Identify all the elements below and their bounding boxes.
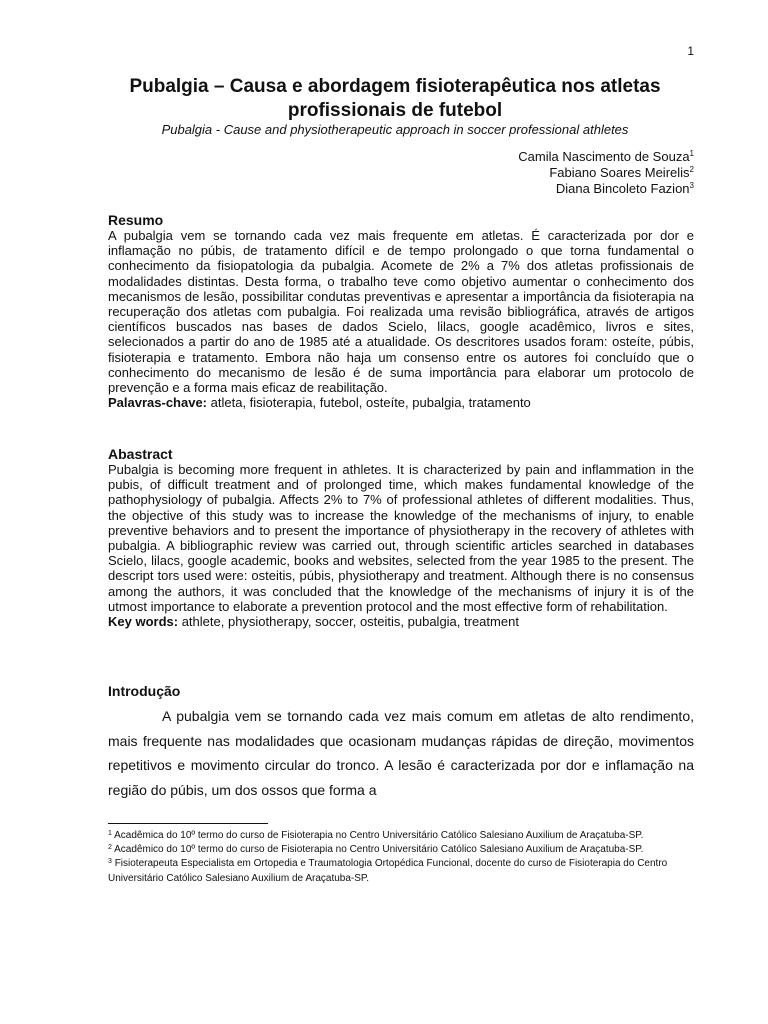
footnote-mark: 3 (108, 858, 112, 866)
abstract-heading: Abastract (108, 446, 173, 462)
author (518, 181, 694, 197)
author (518, 149, 694, 165)
keywords-list: athlete, physiotherapy, soccer, osteitis, pubalgia, treatment (181, 614, 519, 630)
paper-subtitle: Pubalgia - Cause and physiotherapeutic approach in soccer professional athletes (161, 122, 629, 137)
abstract-section (108, 446, 694, 630)
keywords-list: atleta, fisioterapia, futebol, osteíte, pubalgia, tratamento (210, 395, 531, 411)
footnote-mark: 1 (108, 830, 112, 837)
footnotes (108, 829, 678, 886)
author-footnote-mark: 2 (689, 165, 694, 174)
footnote (108, 857, 678, 885)
footnote (108, 843, 678, 857)
footnote-divider (108, 823, 268, 824)
footnote (108, 829, 678, 843)
abstract-keywords (108, 614, 694, 630)
resumo-section (108, 212, 694, 411)
author (518, 165, 694, 181)
resumo-heading: Resumo (108, 212, 164, 228)
resumo-text: A pubalgia vem se tornando cada vez mais frequente em atletas. É caracterizada por dor e inflamação no púbis, de tratamento difícil e de tempo prolongado o que torna fundamental o conhecimento da fisiopatologia da pubalgia. Acomete de 2% a 7% dos atletas profissionais de modalidades distintas. Desta forma, o trabalho teve como objetivo aumentar o conhecimento dos mecanismos de lesão, possibilitar condutas preventivas e apresentar a importância da fisioterapia na recuperação dos atletas com pubalgia. Foi realizada uma revisão bibliográfica, através de artigos científicos buscados nas bases de dados Scielo, lilacs, google acadêmico, livros e sites, selecionados a partir do ano de 1985 até a atualidade. Os descritores usados foram: osteíte, púbis, fisioterapia e tratamento. Embora não haja um consenso entre os autores foi concluído que o conhecimento do mecanismo de lesão é de suma importância para elaborar um protocolo de prevenção e a forma mais eficaz de reabilitação. (108, 228, 694, 396)
keywords-label: Key words: (108, 614, 179, 630)
author-name: Camila Nascimento de Souza (518, 149, 690, 164)
author-name: Diana Bincoleto Fazion (555, 181, 690, 196)
paper-title: Pubalgia – Causa e abordagem fisioterapêutica nos atletas profissionais de futebol (129, 76, 661, 121)
page-number: 1 (687, 44, 694, 58)
keywords-label: Palavras-chave: (108, 395, 208, 411)
author-list (518, 149, 694, 197)
abstract-text: Pubalgia is becoming more frequent in athletes. It is characterized by pain and inflammation in the pubis, of difficult treatment and of prolonged time, which makes fundamental knowledge of the pathophysiology of pubalgia. Affects 2% to 7% of professional athletes of different modalities. Thus, the objective of this study was to increase the knowledge of the mechanisms of injury, to enable preventive behaviors and to present the importance of physiotherapy in the recovery of athletes with pubalgia. A bibliographic review was carried out, through scientific articles searched in databases Scielo, lilacs, google academic, books and websites, selected from the year 1985 to the present. The descript tors used were: osteitis, púbis, physiotherapy and treatment. Although there is no consensus among the authors, it was concluded that the knowledge of the mechanisms of injury it is of the utmost importance to elaborate a prevention protocol and the most effective form of rehabilitation. (108, 462, 694, 614)
author-footnote-mark: 1 (689, 149, 694, 158)
introducao-heading: Introdução (108, 683, 181, 699)
author-name: Fabiano Soares Meirelis (549, 165, 690, 180)
author-footnote-mark: 3 (689, 181, 694, 190)
footnote-text: Fisioterapeuta Especialista em Ortopedia e Traumatologia Ortopédica Funcional, docente do curso de Fisioterapia do Centro Universitário Católico Salesiano Auxilium de Araçatuba-SP. (108, 858, 668, 884)
resumo-keywords (108, 395, 694, 411)
footnote-text: Acadêmico do 10º termo do curso de Fisioterapia no Centro Universitário Católico Salesiano Auxilium de Araçatuba-SP. (114, 844, 644, 856)
footnote-mark: 2 (108, 844, 112, 852)
footnote-text: Acadêmica do 10º termo do curso de Fisioterapia no Centro Universitário Católico Salesiano Auxilium de Araçatuba-SP. (114, 830, 644, 841)
introducao-section (108, 683, 694, 803)
introducao-text: A pubalgia vem se tornando cada vez mais comum em atletas de alto rendimento, mais frequente nas modalidades que ocasionam mudanças rápidas de direção, movimentos repetitivos e movimento circular do tronco. A lesão é caracterizada por dor e inflamação na região do púbis, um dos ossos que forma a (108, 708, 694, 799)
